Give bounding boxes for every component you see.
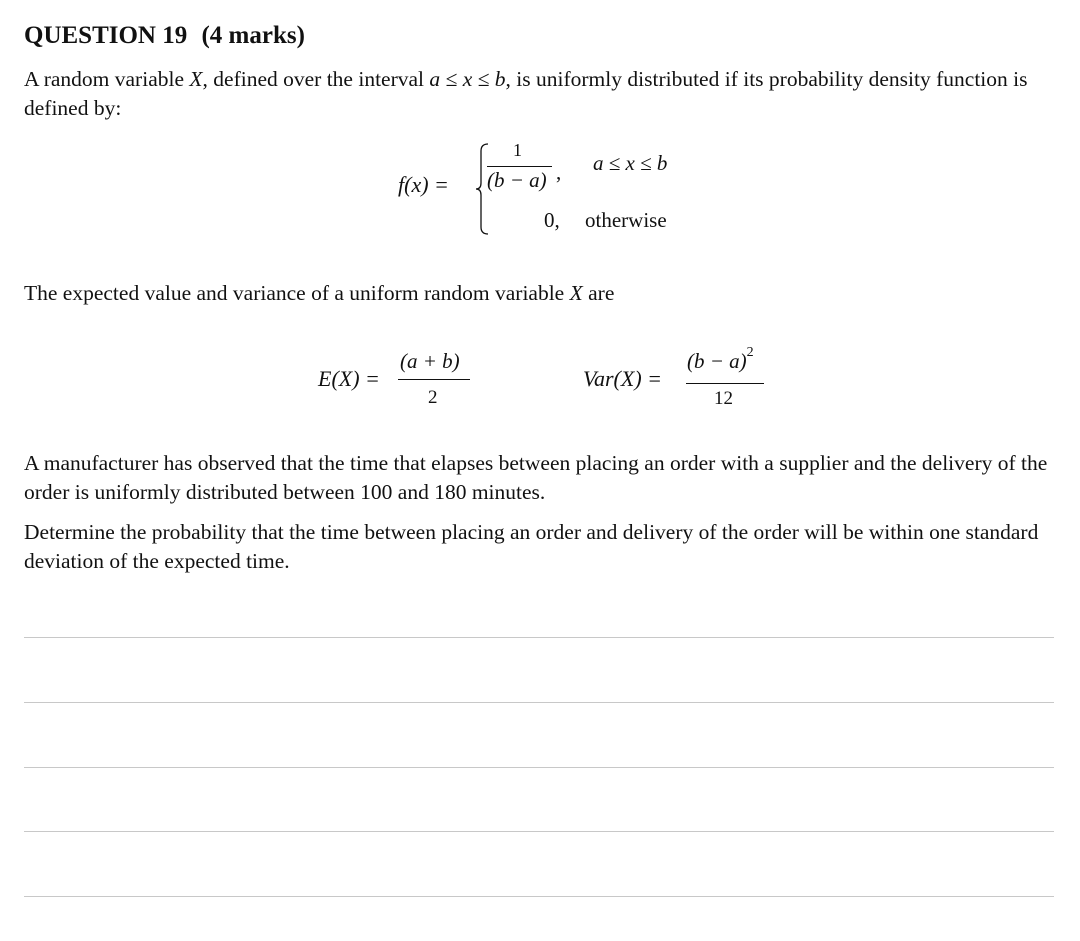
- answer-line: [24, 831, 1054, 832]
- expectation-denominator: 2: [428, 387, 438, 408]
- pdf-condition-2: otherwise: [585, 208, 667, 232]
- pdf-lhs: f(x) =: [398, 172, 449, 197]
- variance-exponent: 2: [746, 345, 754, 360]
- answer-line: [24, 767, 1054, 768]
- pdf-denominator: (b − a): [487, 168, 547, 192]
- expected-variable: X: [569, 281, 583, 305]
- expectation-lhs: E(X) =: [318, 366, 380, 391]
- answer-line: [24, 896, 1054, 897]
- intro-text-3: , is uniformly distributed if its probability density function is defined by:: [24, 67, 1028, 120]
- pdf-numerator: 1: [513, 140, 522, 160]
- problem-paragraph-2: Determine the probability that the time between placing an order and delivery of the order will be within one standard deviation of the expected time.: [24, 520, 1039, 573]
- pdf-zero-case: 0,: [544, 208, 560, 232]
- expectation-numerator: (a + b): [400, 349, 460, 373]
- pdf-condition-1: a ≤ x ≤ b: [593, 151, 668, 175]
- expected-text-2: are: [582, 281, 615, 305]
- intro-variable: X: [189, 67, 203, 91]
- problem-paragraph-1: A manufacturer has observed that the time that elapses between placing an order with a supplier and the delivery of the order is uniformly distributed between 100 and 180 minutes.: [24, 451, 1048, 504]
- intro-text: A random variable: [24, 67, 190, 91]
- question-marks: (4 marks): [201, 22, 305, 49]
- answer-line: [24, 702, 1054, 703]
- expected-text-1: The expected value and variance of a uniform random variable: [24, 281, 570, 305]
- variance-denominator: 12: [714, 388, 733, 409]
- variance-lhs: Var(X) =: [583, 366, 662, 391]
- variance-numerator-text: (b − a): [687, 349, 747, 373]
- intro-interval: a ≤ x ≤ b: [429, 67, 506, 91]
- pdf-comma: ,: [556, 160, 562, 184]
- intro-text-2: , defined over the interval: [202, 67, 430, 91]
- answer-area[interactable]: [24, 0, 1054, 941]
- question-number: QUESTION 19: [24, 22, 188, 49]
- answer-line: [24, 637, 1054, 638]
